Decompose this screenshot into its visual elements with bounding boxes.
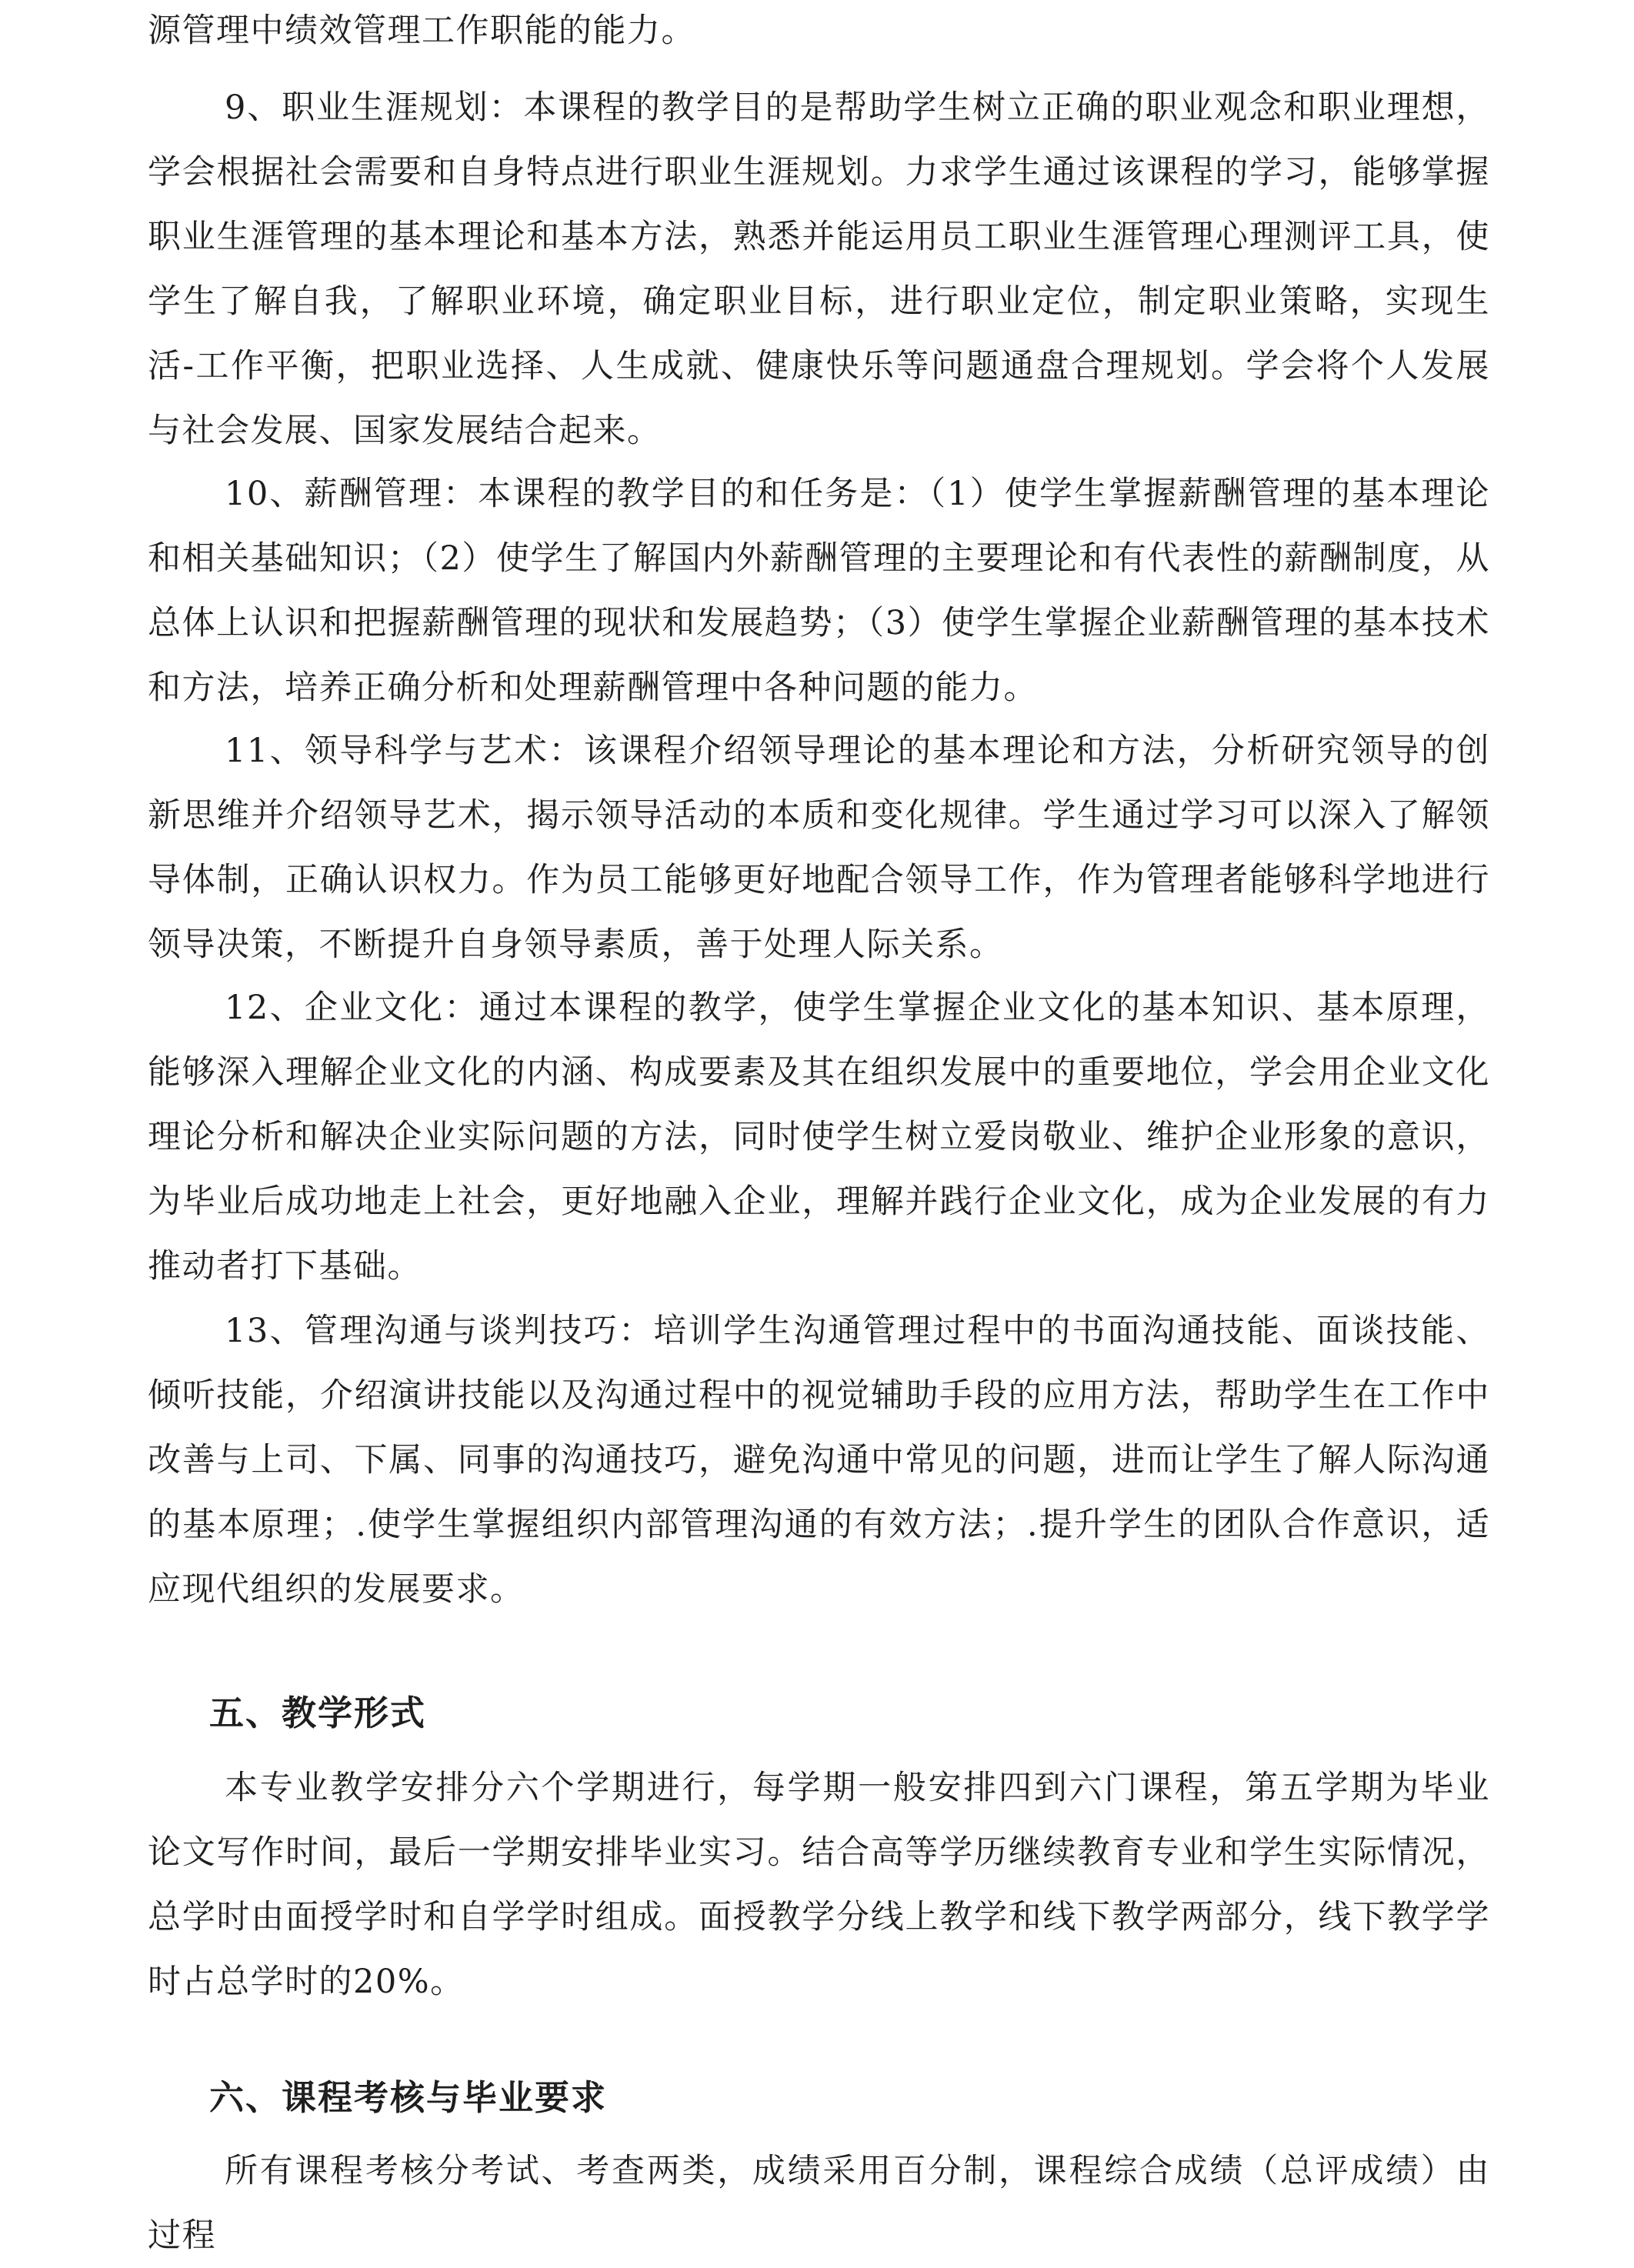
paragraph-career-planning: 9、职业生涯规划：本课程的教学目的是帮助学生树立正确的职业观念和职业理想，学会根据社会需要和自身特点进行职业生涯规划。力求学生通过该课程的学习，能够掌握职业生涯管理的基本理论和基本方法，熟悉并能运用员工职业生涯管理心理测评工具，使学生了解自我，了解职业环境，确定职业目标，进行职业定位，制定职业策略，实现生活-工作平衡，把职业选择、人生成就、健康快乐等问题通盘合理规划。学会将个人发展与社会发展、国家发展结合起来。 bbox=[148, 88, 1490, 450]
paragraph-management-communication: 13、管理沟通与谈判技巧：培训学生沟通管理过程中的书面沟通技能、面谈技能、倾听技能，介绍演讲技能以及沟通过程中的视觉辅助手段的应用方法，帮助学生在工作中改善与上司、下属、同事的沟通技巧，避免沟通中常见的问题，进而让学生了解人际沟通的基本原理；.使学生掌握组织内部管理沟通的有效方法；.提升学生的团队合作意识，适应现代组织的发展要求。 bbox=[148, 1312, 1490, 1609]
section-heading-assessment: 六、课程考核与毕业要求 bbox=[209, 2077, 608, 2118]
paragraph-corporate-culture: 12、企业文化：通过本课程的教学，使学生掌握企业文化的基本知识、基本原理，能够深入理解企业文化的内涵、构成要素及其在组织发展中的重要地位，学会用企业文化理论分析和解决企业实际问题的方法，同时使学生树立爱岗敬业、维护企业形象的意识，为毕业后成功地走上社会，更好地融入企业，理解并践行企业文化，成为企业发展的有力推动者打下基础。 bbox=[148, 989, 1490, 1286]
paragraph-leadership: 11、领导科学与艺术：该课程介绍领导理论的基本理论和方法，分析研究领导的创新思维并介绍领导艺术，揭示领导活动的本质和变化规律。学生通过学习可以深入了解领导体制，正确认识权力。作为员工能够更好地配合领导工作，作为管理者能够科学地进行领导决策，不断提升自身领导素质，善于处理人际关系。 bbox=[148, 732, 1490, 964]
paragraph-continuation: 源管理中绩效管理工作职能的能力。 bbox=[148, 12, 695, 50]
paragraph-compensation-management: 10、薪酬管理：本课程的教学目的和任务是：（1）使学生掌握薪酬管理的基本理论和相关基础知识；（2）使学生了解国内外薪酬管理的主要理论和有代表性的薪酬制度，从总体上认识和把握薪酬管理的现状和发展趋势；（3）使学生掌握企业薪酬管理的基本技术和方法，培养正确分析和处理薪酬管理中各种问题的能力。 bbox=[148, 475, 1490, 707]
paragraph-assessment: 所有课程考核分考试、考查两类，成绩采用百分制，课程综合成绩（总评成绩）由过程 bbox=[148, 2152, 1490, 2255]
paragraph-teaching-form: 本专业教学安排分六个学期进行，每学期一般安排四到六门课程，第五学期为毕业论文写作时间，最后一学期安排毕业实习。结合高等学历继续教育专业和学生实际情况，总学时由面授学时和自学学时组成。面授教学分线上教学和线下教学两部分，线下教学学时占总学时的20%。 bbox=[148, 1769, 1490, 2001]
section-heading-teaching-form: 五、教学形式 bbox=[209, 1693, 427, 1733]
